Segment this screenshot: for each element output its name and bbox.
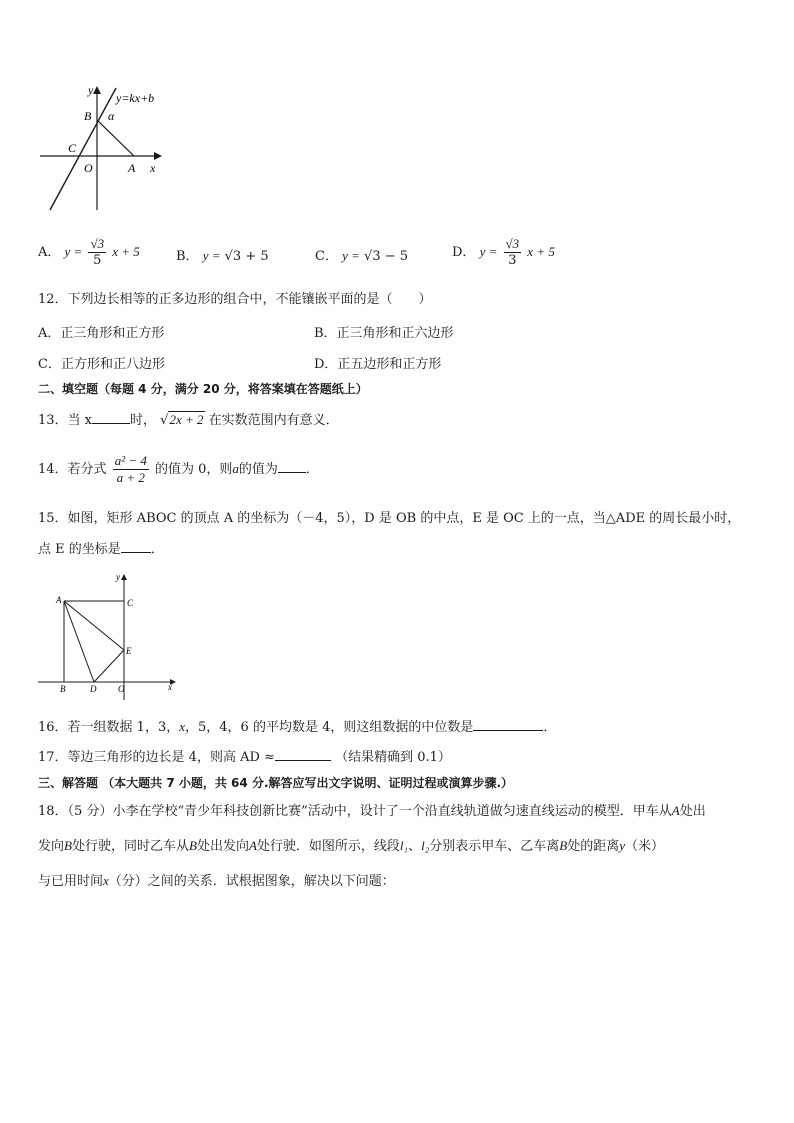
q11-option-b: B． y = √3 + 5 <box>176 248 269 264</box>
y-axis-label: y <box>88 83 94 97</box>
q15-line2: 点 E 的坐标是 ． <box>38 542 164 557</box>
q12-stem: 12．下列边长相等的正多边形的组合中，不能镶嵌平面的是（ ） <box>38 292 432 307</box>
q17: 17．等边三角形的边长是 4，则高 AD ≈ （结果精确到 0.1） <box>38 750 451 765</box>
q11-option-a: A． y = $\frac{√3}{5}$ x + 5 <box>38 236 140 268</box>
line-label: y=kx+b <box>116 91 155 105</box>
x-axis-arrow <box>154 152 162 160</box>
point-a-label: A <box>56 595 62 605</box>
segment-ba <box>97 120 134 156</box>
q11-option-c: C． y = √3 − 5 <box>315 248 409 264</box>
x-axis-label: x <box>168 682 172 692</box>
q12-option-d: D．正五边形和正方形 <box>314 357 442 372</box>
q13: 13．当 x 时， √2x + 2 在实数范围内有意义． <box>38 412 339 428</box>
q12-option-b: B．正三角形和正六边形 <box>314 326 454 341</box>
point-b-label: B <box>84 109 92 123</box>
q18-line1: 18．（5 分）小李在学校“青少年科技创新比赛”活动中，设计了一个沿直线轨道做匀速直线运动的模型．甲车从A处出 <box>38 803 706 819</box>
q18-line2: 发向B处行驶，同时乙车从B处出发向A处行驶．如图所示，线段l₁、l₂分别表示甲车、乙车离B处的距离y（米） <box>38 838 664 854</box>
point-e-label: E <box>126 646 132 656</box>
segment-de <box>94 650 124 682</box>
section-2-heading: 二、填空题（每题 4 分，满分 20 分，将答案填在答题纸上） <box>38 382 368 396</box>
q14: 14．若分式 $\frac{\text{a² − 4}}{a + 2}$ 的值为 0，则a的值为 ． <box>38 453 319 485</box>
q15-line1: 15．如图，矩形 ABOC 的顶点 A 的坐标为（－4，5），D 是 OB 的中点，E 是 OC 上的一点，当△ADE 的周长最小时， <box>38 511 741 526</box>
q12-option-c: C．正方形和正八边形 <box>38 357 165 372</box>
figure-line-graph <box>36 80 166 215</box>
y-axis-label: y <box>116 572 120 582</box>
point-o-label: O <box>118 684 125 694</box>
angle-label: α <box>108 109 115 123</box>
q11-option-d: D． y = $\frac{√3}{3}$ x + 5 <box>452 236 555 268</box>
point-c-label: C <box>127 598 134 608</box>
q18-line3: 与已用时间x（分）之间的关系．试根据图象，解决以下问题： <box>38 873 395 889</box>
q15-blank[interactable] <box>121 540 151 553</box>
q13-blank[interactable] <box>92 411 130 424</box>
y-axis-arrow <box>93 86 101 94</box>
figure-rectangle <box>36 570 181 702</box>
q14-blank[interactable] <box>278 460 306 473</box>
line-kx-b <box>50 88 116 210</box>
q12-option-a: A．正三角形和正方形 <box>38 326 165 341</box>
point-d-label: D <box>90 684 97 694</box>
q16: 16．若一组数据 1，3，x，5，4，6 的平均数是 4，则这组数据的中位数是 ． <box>38 719 557 735</box>
point-c-label: C <box>68 141 77 155</box>
y-axis-arrow <box>121 574 127 580</box>
origin-label: O <box>84 161 93 175</box>
q16-blank[interactable] <box>473 718 543 731</box>
section-3-heading: 三、解答题 （本大题共 7 小题，共 64 分.解答应写出文字说明、证明过程或演算步骤.） <box>38 776 514 790</box>
point-b-label: B <box>60 684 66 694</box>
q17-blank[interactable] <box>275 748 331 761</box>
x-axis-label: x <box>150 161 156 175</box>
point-a-label: A <box>128 161 136 175</box>
